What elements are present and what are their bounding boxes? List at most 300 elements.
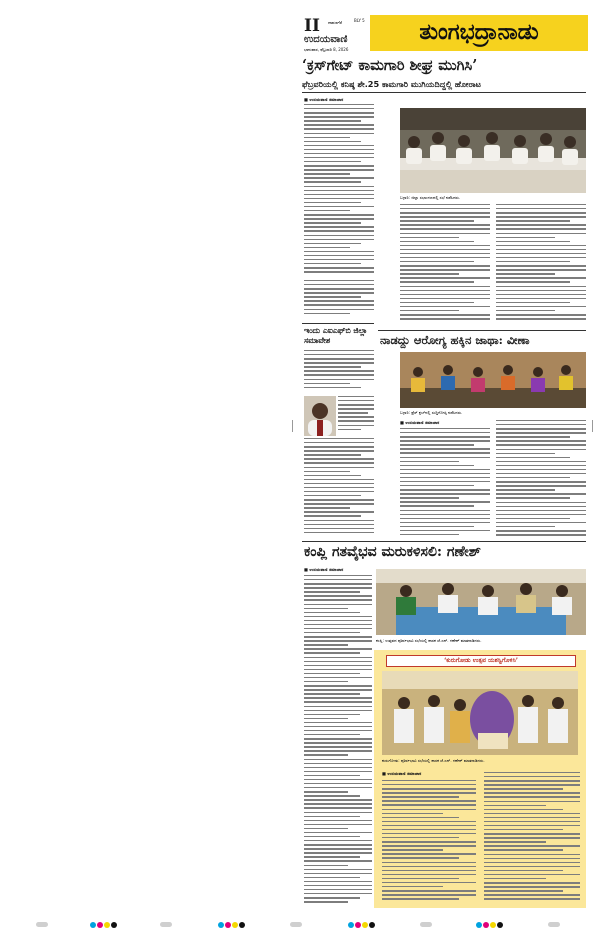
- body-text-line: [304, 897, 360, 898]
- body-text-line: [400, 245, 490, 246]
- body-text-line: [304, 575, 372, 576]
- body-text-line: [484, 878, 546, 879]
- body-text-line: [496, 310, 555, 311]
- story5-photo: [382, 671, 578, 755]
- body-text-line: [496, 510, 586, 511]
- paper-name: ಉದಯವಾಣಿ: [304, 34, 348, 45]
- body-text-line: [304, 471, 350, 472]
- body-text-line: [304, 685, 372, 686]
- body-text-line: [304, 255, 374, 256]
- body-text-line: [304, 681, 348, 682]
- body-text-line: [304, 828, 348, 829]
- body-text-line: [382, 788, 476, 789]
- body-text-line: [484, 776, 580, 777]
- body-text-line: [400, 514, 490, 515]
- body-text-line: [304, 860, 372, 861]
- story1-body-col2: [400, 204, 490, 326]
- body-text-line: [400, 294, 490, 295]
- portrait-photo: [304, 396, 336, 436]
- body-text-line: [400, 220, 474, 221]
- body-text-line: [496, 220, 570, 221]
- body-text-line: [304, 467, 374, 468]
- body-text-line: [400, 485, 474, 486]
- body-text-line: [304, 648, 372, 649]
- body-text-line: [304, 754, 348, 755]
- body-text-line: [304, 462, 374, 463]
- body-text-line: [304, 202, 361, 203]
- body-text-line: [382, 809, 476, 810]
- body-text-line: [382, 886, 443, 887]
- body-text-line: [304, 454, 361, 455]
- body-text-line: [382, 882, 476, 883]
- body-text-line: [304, 120, 361, 121]
- story1-body-col3: [496, 204, 586, 326]
- body-text-line: [304, 186, 374, 187]
- body-text-line: [304, 503, 374, 504]
- body-text-line: [496, 465, 586, 466]
- body-text-line: [304, 599, 372, 600]
- body-text-line: [484, 894, 580, 895]
- body-text-line: [304, 636, 372, 637]
- body-text-line: [400, 505, 474, 506]
- body-text-line: [338, 429, 361, 430]
- body-text-line: [382, 817, 459, 818]
- story3-headline: ನಾಡದ್ದು ಆರೋಗ್ಯ ಹಕ್ಕಿನ ಜಾಥಾ: ವೀಣಾ: [380, 333, 530, 347]
- body-text-line: [304, 450, 374, 451]
- body-text-line: [400, 265, 490, 266]
- divider: [378, 330, 586, 331]
- body-text-line: [484, 772, 580, 773]
- body-text-line: [304, 157, 374, 158]
- body-text-line: [304, 511, 374, 512]
- body-text-line: [304, 734, 360, 735]
- body-text-line: [400, 501, 490, 502]
- body-text-line: [304, 779, 372, 780]
- body-text-line: [382, 821, 476, 822]
- body-text-line: [304, 284, 374, 285]
- body-text-line: [304, 190, 374, 191]
- body-text-line: [304, 487, 374, 488]
- divider: [302, 92, 586, 93]
- body-text-line: [304, 358, 374, 359]
- registration-mark: [420, 914, 432, 922]
- body-text-line: [496, 477, 570, 478]
- body-text-line: [304, 362, 374, 363]
- body-text-line: [304, 387, 361, 388]
- crop-mark: [592, 420, 593, 432]
- body-text-line: [382, 878, 459, 879]
- registration-mark: [36, 914, 48, 922]
- body-text-line: [400, 310, 459, 311]
- body-text-line: [304, 366, 361, 367]
- body-text-line: [304, 840, 372, 841]
- body-text-line: [304, 499, 374, 500]
- body-text-line: [496, 265, 586, 266]
- body-text-line: [400, 477, 490, 478]
- story1-body-col1: [304, 104, 374, 278]
- body-text-line: [496, 253, 586, 254]
- body-text-line: [304, 865, 348, 866]
- body-text-line: [304, 230, 374, 231]
- body-text-line: [304, 532, 374, 533]
- body-text-line: [496, 273, 555, 274]
- body-text-line: [304, 787, 372, 788]
- body-text-line: [304, 309, 374, 310]
- story3-body-col2: [496, 420, 586, 540]
- body-text-line: [400, 489, 490, 490]
- body-text-line: [400, 444, 474, 445]
- body-text-line: [304, 771, 372, 772]
- body-text-line: [304, 524, 374, 525]
- body-text-line: [382, 837, 459, 838]
- body-text-line: [496, 298, 586, 299]
- body-text-line: [400, 452, 490, 453]
- body-text-line: [484, 870, 563, 871]
- body-text-line: [484, 854, 580, 855]
- body-text-line: [400, 428, 490, 429]
- body-text-line: [304, 579, 372, 580]
- body-text-line: [484, 780, 580, 781]
- body-text-line: [304, 491, 374, 492]
- body-text-line: [304, 604, 372, 605]
- body-text-line: [484, 837, 580, 838]
- body-text-line: [304, 803, 372, 804]
- body-text-line: [400, 440, 490, 441]
- body-text-line: [304, 112, 374, 113]
- body-text-line: [304, 591, 360, 592]
- divider: [302, 323, 374, 324]
- body-text-line: [484, 841, 546, 842]
- body-text-line: [496, 530, 586, 531]
- body-text-line: [304, 608, 348, 609]
- body-text-line: [400, 318, 490, 319]
- body-text-line: [304, 370, 374, 371]
- body-text-line: [304, 689, 372, 690]
- body-text-line: [400, 204, 490, 205]
- section-title: ತುಂಗಭದ್ರಾನಾಡು: [370, 15, 588, 51]
- body-text-line: [304, 235, 374, 236]
- body-text-line: [400, 457, 490, 458]
- body-text-line: [304, 673, 360, 674]
- body-text-line: [496, 233, 586, 234]
- registration-mark: [548, 914, 560, 922]
- body-text-line: [304, 251, 374, 252]
- body-text-line: [304, 483, 374, 484]
- registration-mark: [348, 914, 376, 922]
- body-text-line: [400, 534, 459, 535]
- body-text-line: [496, 502, 586, 503]
- body-text-line: [304, 730, 372, 731]
- body-text-line: [304, 116, 374, 117]
- body-text-line: [400, 526, 474, 527]
- body-text-line: [304, 288, 374, 289]
- body-text-line: [304, 383, 350, 384]
- body-text-line: [304, 169, 374, 170]
- body-text-line: [304, 710, 372, 711]
- body-text-line: [304, 661, 372, 662]
- body-text-line: [304, 832, 372, 833]
- body-text-line: [304, 210, 350, 211]
- body-text-line: [496, 457, 570, 458]
- story4-caption: ಕಂಪ್ಲಿ: ಉತ್ಸವದ ಪೂರ್ವಭಾವಿ ಸಭೆಯಲ್ಲಿ ಶಾಸಕ ಜೆ.ಎನ್. ಗಣೇಶ್ ಮಾತನಾಡಿದರು.: [376, 638, 482, 643]
- body-text-line: [304, 640, 372, 641]
- body-text-line: [304, 807, 372, 808]
- body-text-line: [304, 869, 372, 870]
- body-text-line: [400, 448, 490, 449]
- body-text-line: [496, 281, 570, 282]
- body-text-line: [496, 473, 586, 474]
- body-text-line: [496, 212, 586, 213]
- body-text-line: [338, 412, 368, 413]
- body-text-line: [304, 595, 372, 596]
- story2-body: [304, 350, 374, 394]
- body-text-line: [382, 845, 476, 846]
- body-text-line: [496, 314, 586, 315]
- body-text-line: [304, 137, 350, 138]
- body-text-line: [496, 208, 586, 209]
- body-text-line: [382, 829, 476, 830]
- body-text-line: [496, 420, 586, 421]
- body-text-line: [382, 870, 476, 871]
- body-text-line: [400, 510, 490, 511]
- body-text-line: [304, 263, 361, 264]
- body-text-line: [400, 253, 490, 254]
- body-text-line: [304, 697, 372, 698]
- body-text-line: [400, 208, 490, 209]
- body-text-line: [304, 844, 372, 845]
- body-text-line: [304, 292, 374, 293]
- edition-city: ದಾವಣಗೆರೆ: [328, 20, 342, 25]
- body-text-line: [496, 436, 570, 437]
- body-text-line: [304, 775, 360, 776]
- body-text-line: [382, 813, 443, 814]
- body-text-line: [496, 224, 586, 225]
- masthead: [298, 14, 588, 54]
- body-text-line: [382, 792, 476, 793]
- body-text-line: [496, 204, 586, 205]
- body-text-line: [338, 416, 374, 417]
- body-text-line: [304, 222, 361, 223]
- body-text-line: [496, 257, 586, 258]
- body-text-line: [304, 893, 372, 894]
- body-text-line: [304, 706, 372, 707]
- body-text-line: [400, 432, 490, 433]
- body-text-line: [304, 657, 372, 658]
- body-text-line: [400, 228, 490, 229]
- body-text-line: [400, 469, 490, 470]
- body-text-line: [382, 796, 459, 797]
- body-text-line: [496, 261, 570, 262]
- body-text-line: [304, 313, 350, 314]
- body-text-line: [304, 795, 360, 796]
- body-text-line: [304, 507, 350, 508]
- body-text-line: [304, 763, 372, 764]
- body-text-line: [496, 318, 586, 319]
- story4-headline: ಕಂಪ್ಲಿ ಗತವೈಭವ ಮರುಕಳಿಸಲಿ: ಗಣೇಶ್: [304, 544, 481, 560]
- body-text-line: [382, 890, 476, 891]
- story3-caption: ಬಳ್ಳಾರಿ: ಪ್ರೆಸ್ ಕ್ಲಬ್‌ನಲ್ಲಿ ಸುದ್ದಿಗೋಷ್ಠಿ ನಡೆಸಿದರು.: [400, 410, 463, 415]
- body-text-line: [496, 440, 586, 441]
- body-text-line: [400, 224, 490, 225]
- body-text-line: [400, 481, 490, 482]
- body-text-line: [496, 469, 586, 470]
- page-tag: BLY 5: [354, 18, 365, 23]
- body-text-line: [400, 281, 474, 282]
- body-text-line: [304, 354, 374, 355]
- body-text-line: [496, 534, 586, 535]
- body-text-line: [304, 632, 360, 633]
- body-text-line: [382, 898, 459, 899]
- body-text-line: [400, 212, 490, 213]
- body-text-line: [304, 128, 374, 129]
- body-text-line: [304, 198, 374, 199]
- body-text-line: [484, 886, 580, 887]
- body-text-line: [484, 845, 580, 846]
- body-text-line: [400, 216, 490, 217]
- body-text-line: [304, 226, 374, 227]
- body-text-line: [496, 302, 570, 303]
- body-text-line: [304, 693, 360, 694]
- body-text-line: [484, 796, 580, 797]
- body-text-line: [484, 858, 580, 859]
- body-text-line: [304, 259, 374, 260]
- body-text-line: [304, 161, 361, 162]
- body-text-line: [304, 271, 374, 272]
- body-text-line: [496, 489, 555, 490]
- body-text-line: [400, 286, 490, 287]
- body-text-line: [304, 153, 374, 154]
- body-text-line: [496, 237, 555, 238]
- body-text-line: [304, 520, 374, 521]
- body-text-line: [496, 241, 570, 242]
- body-text-line: [496, 228, 586, 229]
- body-text-line: [304, 714, 360, 715]
- body-text-line: [496, 245, 586, 246]
- body-text-line: [496, 449, 586, 450]
- body-text-line: [304, 612, 360, 613]
- body-text-line: [304, 718, 348, 719]
- story1-photo: [400, 108, 586, 193]
- story5-caption: ಕುರುಗೋಡು: ಪೂರ್ವಭಾವಿ ಸಭೆಯಲ್ಲಿ ಶಾಸಕ ಜೆ.ಎನ್. ಗಣೇಶ್ ಮಾತನಾಡಿದರು.: [382, 758, 485, 763]
- body-text-line: [304, 350, 374, 351]
- body-text-line: [304, 145, 374, 146]
- body-text-line: [400, 273, 459, 274]
- body-text-line: [304, 726, 372, 727]
- body-text-line: [484, 862, 580, 863]
- body-text-line: [382, 780, 476, 781]
- body-text-line: [496, 526, 555, 527]
- issue-date: ಭಾನುವಾರ, ಫೆಬ್ರುವರಿ 8, 2026: [304, 47, 349, 52]
- body-text-line: [304, 820, 372, 821]
- page-number: II: [304, 16, 320, 36]
- body-text-line: [304, 652, 360, 653]
- body-text-line: [304, 824, 372, 825]
- body-text-line: [382, 800, 476, 801]
- body-text-line: [338, 396, 374, 397]
- body-text-line: [304, 701, 372, 702]
- body-text-line: [304, 783, 372, 784]
- body-text-line: [304, 750, 372, 751]
- body-text-line: [400, 257, 490, 258]
- body-text-line: [304, 214, 374, 215]
- body-text-line: [382, 784, 476, 785]
- body-text-line: [304, 181, 361, 182]
- body-text-line: [484, 817, 580, 818]
- body-text-line: [304, 165, 374, 166]
- body-text-line: [496, 514, 586, 515]
- body-text-line: [400, 518, 490, 519]
- body-text-line: [304, 799, 372, 800]
- body-text-line: [484, 821, 580, 822]
- body-text-line: [304, 669, 372, 670]
- body-text-line: [304, 767, 372, 768]
- body-text-line: [484, 849, 563, 850]
- body-text-line: [304, 816, 360, 817]
- body-text-line: [304, 587, 372, 588]
- body-text-line: [484, 788, 563, 789]
- story4-photo: [376, 569, 586, 635]
- body-text-line: [400, 269, 490, 270]
- body-text-line: [304, 124, 374, 125]
- body-text-line: [304, 247, 350, 248]
- body-text-line: [496, 306, 586, 307]
- body-text-line: [400, 290, 490, 291]
- body-text-line: [304, 812, 372, 813]
- body-text-line: [382, 849, 443, 850]
- registration-mark: [90, 914, 118, 922]
- story5-body-col1: [382, 780, 476, 904]
- body-text-line: [484, 898, 580, 899]
- body-text-line: [338, 420, 374, 421]
- body-text-line: [304, 738, 372, 739]
- body-text-line: [304, 665, 372, 666]
- body-text-line: [304, 901, 348, 902]
- body-text-line: [484, 792, 580, 793]
- body-text-line: [400, 249, 490, 250]
- body-text-line: [496, 269, 586, 270]
- body-text-line: [496, 481, 586, 482]
- body-text-line: [304, 628, 372, 629]
- body-text-line: [400, 465, 474, 466]
- story5-headline: ‘ಕುರುಗೋಡು ಉತ್ಸವ ಯಶಸ್ವಿಗೊಳಿಸಿ’: [386, 655, 576, 667]
- body-text-line: [400, 302, 474, 303]
- body-text-line: [382, 894, 476, 895]
- body-text-line: [304, 133, 374, 134]
- body-text-line: [400, 261, 474, 262]
- body-text-line: [400, 306, 490, 307]
- body-text-line: [484, 890, 563, 891]
- body-text-line: [304, 475, 361, 476]
- body-text-line: [304, 759, 372, 760]
- body-text-line: [338, 400, 374, 401]
- story3-byline: ■ ಉದಯವಾಣಿ ಸಮಾಚಾರ: [400, 420, 440, 425]
- body-text-line: [304, 889, 372, 890]
- story1-caption: ಬಳ್ಳಾರಿ: ಜಿಲ್ಲಾ ಸಭಾಂಗಣದಲ್ಲಿ ಸಭೆ ನಡೆಸಿದರು.: [400, 195, 461, 200]
- body-text-line: [304, 141, 361, 142]
- body-text-line: [484, 809, 563, 810]
- body-text-line: [304, 873, 372, 874]
- body-text-line: [304, 644, 348, 645]
- story4-byline: ■ ಉದಯವಾಣಿ ಸಮಾಚಾರ: [304, 567, 344, 572]
- body-text-line: [400, 461, 459, 462]
- body-text-line: [484, 813, 580, 814]
- body-text-line: [496, 432, 586, 433]
- body-text-line: [304, 243, 361, 244]
- body-text-line: [304, 177, 374, 178]
- body-text-line: [400, 522, 490, 523]
- body-text-line: [304, 442, 374, 443]
- body-text-line: [484, 825, 580, 826]
